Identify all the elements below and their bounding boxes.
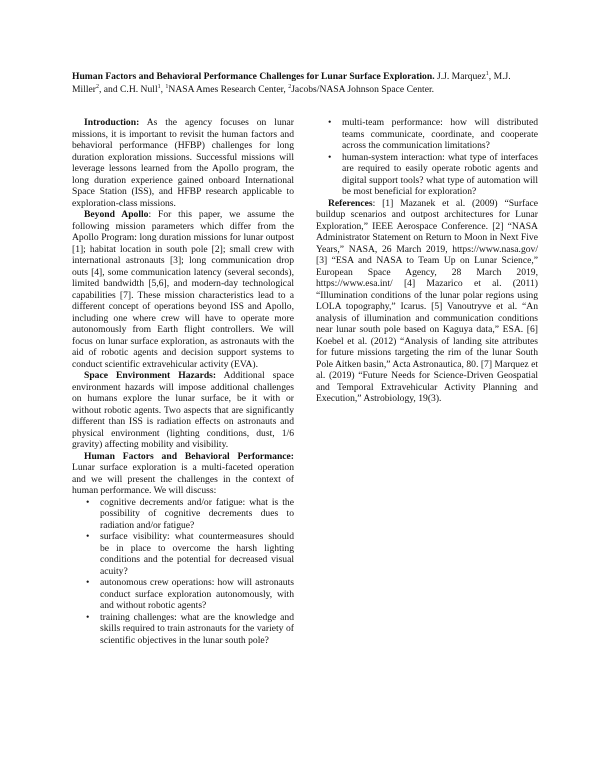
list-item-text: training challenges: what are the knowledge and skills required to train astronauts for the variety of scientific objectives in the lunar south pole? [100, 611, 294, 646]
author-3-affil-mark: 1 [157, 84, 161, 91]
affiliation-separator: , [160, 84, 166, 96]
list-item [72, 577, 294, 612]
references-heading: References [328, 197, 373, 209]
introduction-paragraph [72, 117, 294, 209]
beyond-apollo-paragraph [72, 209, 294, 370]
author-3: , and C.H. Null [98, 84, 158, 96]
hfbp-heading: Human Factors and Behavioral Performance: [84, 450, 294, 462]
list-item-text: autonomous crew operations: how will astronauts conduct surface exploration autonomously, with and without robotic agents? [100, 577, 294, 611]
author-2-affil-mark: 2 [95, 84, 99, 91]
introduction-text: As the agency focuses on lunar missions, it is important to revisit the human factors and behavioral performance (HFBP) challenges for long duration exploration missions. Successful missions will leverage lessons learned from the Apollo program, the long duration experience gained onboard International Space Station (ISS), and HFBP research applicable to exploration-class missions. [72, 117, 295, 209]
paper-title: Human Factors and Behavioral Performance Challenges for Lunar Surface Exploration. [72, 71, 435, 82]
introduction-heading: Introduction: [84, 117, 140, 128]
affiliation-1-mark: 1 [165, 84, 169, 91]
left-column [72, 117, 294, 646]
list-item [316, 117, 538, 152]
list-item-text: human-system interaction: what type of interfaces are required to easily operate robotic agents and digital support tools? what type of automation will be most beneficial for exploration? [342, 151, 538, 197]
hfbp-paragraph [72, 451, 294, 497]
space-env-heading: Space Environment Hazards: [84, 370, 217, 381]
affiliation-1: NASA Ames Research Center, [168, 84, 289, 96]
references-text: : [1] Mazanek et al. (2009) “Surface buildup scenarios and outpost architectures for Lunar Exploration,” IEEE Aerospace Conference. [2] “NASA Administrator Statement on Return to Moon in Next Five Years,” NASA, 26 March 2019, https://www.nasa.gov/ [3] “ESA and NASA to Team Up on Lunar Science,” European Space Agency, 28 March 2019, https://www.esa.int/ [4] Mazarico et al. (2011) “Illumination conditions of the lunar polar regions using LOLA topography,” Icarus. [5] Vanoutryve et al. “An analysis of illumination and communication conditions near lunar south pole based on Kaguya data,” ESA. [6] Koebel et al. (2012) “Analysis of landing site attributes for future missions targeting the rim of the lunar South Pole Aitken basin,” Acta Astronautica, 80. [7] Marquez et al. (2019) “Future Needs for Science-Driven Geospatial and Temporal Extravehicular Activity Planning and Execution,” Astrobiology, 19(3). [316, 197, 538, 404]
list-item [72, 531, 294, 577]
bullet-icon: • [86, 577, 90, 588]
bullet-icon: • [328, 151, 332, 163]
author-2: , M.J. Miller [72, 71, 511, 96]
list-item-text: cognitive decrements and/or fatigue: what is the possibility of cognitive decrements dues to radiation and/or fatigue? [100, 496, 294, 531]
references-paragraph [316, 198, 538, 405]
hfbp-bullet-list-left [72, 497, 294, 647]
list-item [72, 497, 294, 532]
beyond-apollo-text: : For this paper, we assume the following mission parameters which differ from the Apollo Program: long duration missions for lunar outpost [1]; habitat location in south pole [2]; small crew with international astronauts [3]; long communication drop outs [4], some communication latency (several seconds), limited bandwidth [5,6], and modern-day technological capabilities [7]. These mission characteristics lead to a different concept of operations beyond ISS and Apollo, including one where crew will have to operate more autonomously from Earth flight controllers. We will focus on lunar surface exploration, as astronauts with the aid of robotic agents and decision support systems to conduct scientific extravehicular activity (EVA). [72, 209, 294, 370]
space-env-text: Additional space environment hazards will impose additional challenges on humans explore the lunar surface, be it with or without robotic agents. Two aspects that are significantly different than ISS is radiation effects on astronauts and physical environment (lighting conditions, dust, 1/6 gravity) affecting mobility and visibility. [72, 370, 294, 450]
paper-header [72, 70, 532, 96]
author-1: J.J. Marquez [437, 71, 486, 82]
bullet-icon: • [86, 496, 90, 508]
bullet-icon: • [86, 611, 90, 623]
author-1-affil-mark: 1 [485, 70, 489, 77]
right-column [316, 117, 538, 405]
hfbp-text: Lunar surface exploration is a multi-faceted operation and we will present the challenges in the context of human performance. We will discuss: [72, 462, 294, 496]
beyond-apollo-heading: Beyond Apollo [84, 209, 149, 220]
bullet-icon: • [328, 117, 332, 128]
space-env-paragraph [72, 370, 294, 451]
hfbp-bullet-list-right [316, 117, 538, 198]
bullet-icon: • [86, 531, 90, 542]
list-item [316, 152, 538, 198]
affiliation-2-mark: 2 [288, 84, 292, 91]
list-item-text: multi-team performance: how will distributed teams communicate, coordinate, and cooperate across the communication limitations? [342, 117, 538, 151]
affiliation-2: Jacobs/NASA Johnson Space Center. [291, 84, 435, 96]
list-item [72, 612, 294, 647]
list-item-text: surface visibility: what countermeasures should be in place to overcome the harsh lighting conditions and the potential for decreased visual acuity? [100, 531, 294, 577]
